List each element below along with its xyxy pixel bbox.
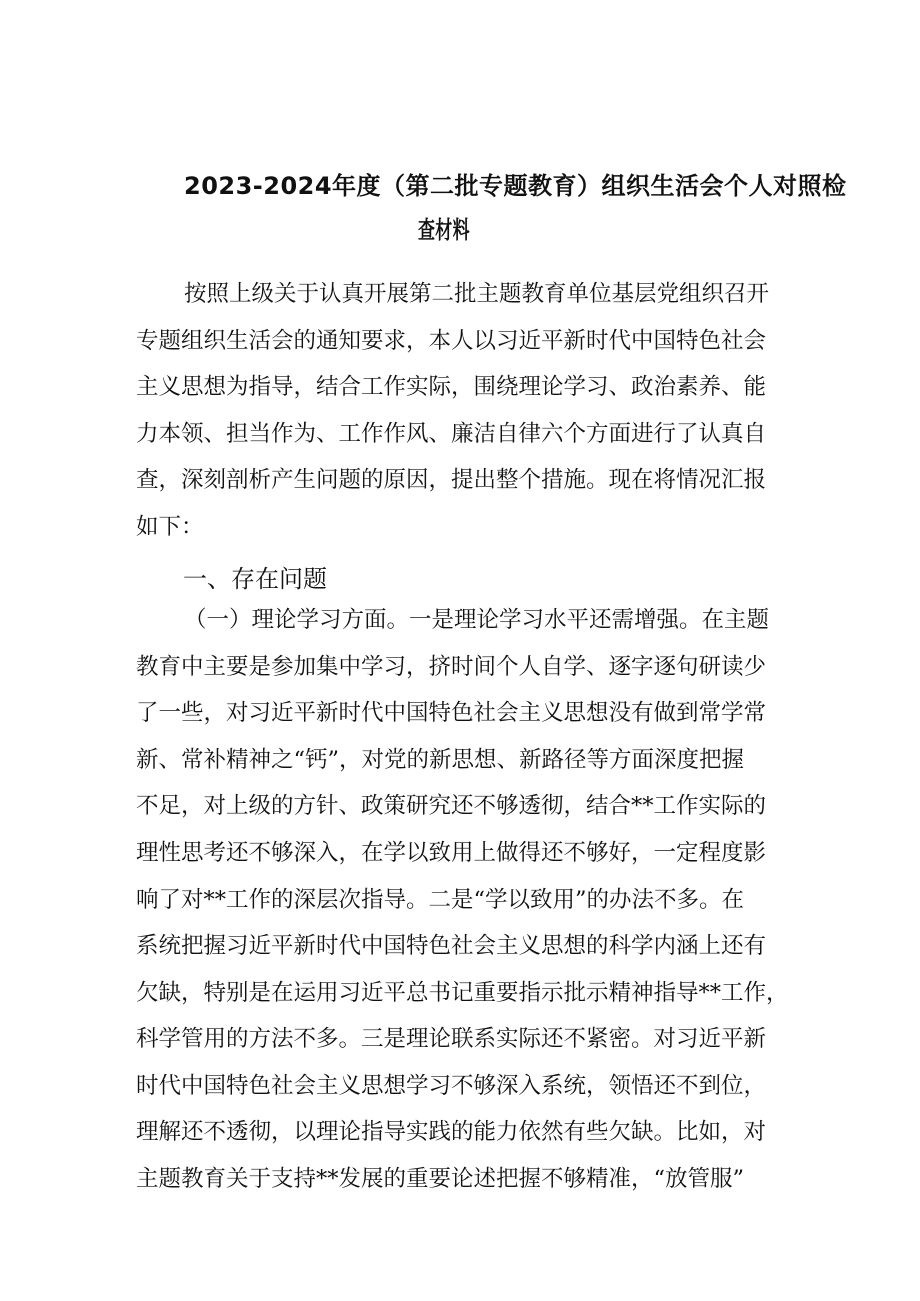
- section-line: 理解还不透彻，以理论指导实践的能力依然有些欠缺。比如，对: [136, 1119, 767, 1145]
- intro-line: 查，深刻剖析产生问题的原因，提出整个措施。现在将情况汇报: [136, 467, 767, 493]
- section-line: 教育中主要是参加集中学习，挤时间个人自学、逐字逐句研读少: [136, 654, 767, 680]
- section-line: 响了对**工作的深层次指导。二是“学以致用”的办法不多。在: [136, 887, 745, 913]
- section-line: （一）理论学习方面。一是理论学习水平还需增强。在主题: [184, 607, 770, 633]
- intro-line: 按照上级关于认真开展第二批主题教育单位基层党组织召开: [184, 281, 770, 307]
- section-line: 了一些，对习近平新时代中国特色社会主义思想没有做到常学常: [136, 700, 767, 726]
- section-line: 主题教育关于支持**发展的重要论述把握不够精准，“放管服”: [136, 1166, 745, 1192]
- section-line: 欠缺，特别是在运用习近平总书记重要指示批示精神指导**工作，: [136, 980, 789, 1006]
- section-line: 系统把握习近平新时代中国特色社会主义思想的科学内涵上还有: [136, 933, 767, 959]
- document-title-line-2: 查材料: [418, 216, 470, 244]
- section-line: 时代中国特色社会主义思想学习不够深入系统，领悟还不到位，: [136, 1073, 767, 1099]
- section-heading: 一、存在问题: [183, 565, 327, 593]
- section-line: 科学管用的方法不多。三是理论联系实际还不紧密。对习近平新: [136, 1026, 767, 1052]
- section-line: 新、常补精神之“钙”，对党的新思想、新路径等方面深度把握: [136, 747, 745, 773]
- section-line: 理性思考还不够深入，在学以致用上做得还不够好，一定程度影: [136, 840, 767, 866]
- intro-line: 主义思想为指导，结合工作实际，围绕理论学习、政治素养、能: [136, 374, 767, 400]
- document-title-line-1: 2023-2024年度（第二批专题教育）组织生活会个人对照检: [184, 172, 847, 200]
- section-line: 不足，对上级的方针、政策研究还不够透彻，结合**工作实际的: [136, 793, 767, 819]
- intro-line: 专题组织生活会的通知要求，本人以习近平新时代中国特色社会: [136, 328, 767, 354]
- intro-line: 如下：: [136, 514, 204, 540]
- intro-line: 力本领、担当作为、工作作风、廉洁自律六个方面进行了认真自: [136, 421, 767, 447]
